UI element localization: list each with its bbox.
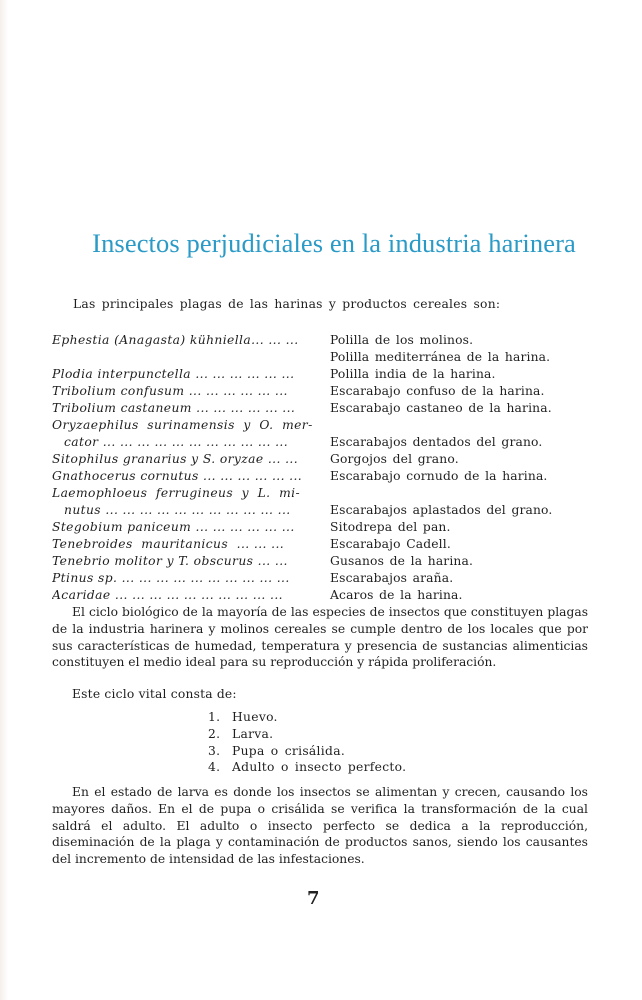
species-latin-name: cator ... ... ... ... ... ... ... ... ... ... ... [64,435,289,449]
stage-number: 1. [208,710,221,724]
species-latin-name: Laemophloeus ferrugineus y L. mi- [52,486,301,500]
species-common-name: Sitodrepa del pan. [330,520,451,534]
stage-label: Huevo. [232,710,278,724]
species-latin-name: Stegobium paniceum ... ... ... ... ... ... [52,520,295,534]
species-row [52,485,612,502]
stage-item [208,709,406,726]
species-common-name: Escarabajo castaneo de la harina. [330,401,552,415]
species-common-name [330,485,610,502]
species-row [52,519,612,536]
stage-item [208,743,406,760]
chapter-title: Insectos perjudiciales en la industria harinera [92,228,576,258]
stage-label: Pupa o crisálida. [232,743,346,758]
species-row [52,587,612,604]
species-row [52,451,612,468]
stage-item [208,759,406,776]
species-row [52,383,612,400]
species-row [52,502,612,519]
species-latin-name: nutus ... ... ... ... ... ... ... ... ... ... ... [64,503,291,517]
species-row [52,553,612,570]
page-edge-shadow [0,0,8,1000]
species-common-name: Polilla de los molinos. [330,333,474,347]
species-common-name: Escarabajo cornudo de la harina. [330,469,548,483]
species-common-name: Acaros de la harina. [330,588,463,602]
stage-number: 4. [208,760,221,775]
species-row [52,417,612,434]
paragraph-larva-stage-text: En el estado de larva es donde los insectos se alimentan y crecen, causando los mayores daños. En el de pupa o crisálida se verifica la transformación de la cual saldrá el adulto. El adulto o insecto perfecto se dedica a la reproducción, diseminación de la plaga y contaminación de productos sanos, siendo los causantes del incremento de intensidad de las infestaciones. [52,785,588,867]
species-table [52,332,612,604]
intro-sentence: Las principales plagas de las harinas y productos cereales son: [73,297,501,311]
species-latin-name: Plodia interpunctella ... ... ... ... ... ... [52,367,295,381]
species-latin-name: Ptinus sp. ... ... ... ... ... ... ... ... ... ... [52,571,290,585]
paragraph-life-cycle-text: El ciclo biológico de la mayoría de las especies de insectos que constituyen plagas de la industria harinera y molinos cereales se cumple dentro de los locales que por sus características de humedad, temperatura y presencia de sustancias alimenticias constituyen el medio ideal para su reproducción y rápida proliferación. [52,605,588,670]
species-row [52,468,612,485]
species-common-name: Gorgojos del grano. [330,452,459,466]
stage-label: Adulto o insecto perfecto. [232,760,407,775]
species-latin-name [52,349,330,366]
species-latin-name: Ephestia (Anagasta) kühniella... ... ... [52,333,299,347]
species-latin-name: Oryzaephilus surinamensis y O. mer- [52,418,313,432]
species-row [52,536,612,553]
species-row [52,570,612,587]
stage-number: 3. [208,743,221,758]
species-latin-name: Sitophilus granarius y S. oryzae ... ... [52,452,299,466]
paragraph-larva-stage [52,784,588,868]
stage-item [208,726,406,743]
species-row [52,366,612,383]
species-row [52,349,612,366]
stage-number: 2. [208,726,221,741]
species-common-name: Escarabajos dentados del grano. [330,435,543,449]
species-common-name: Escarabajo confuso de la harina. [330,384,545,398]
species-latin-name: Tenebrio molitor y T. obscurus ... ... [52,554,288,568]
paragraph-life-cycle [52,604,588,671]
species-row [52,434,612,451]
stages-list [208,709,406,776]
species-latin-name: Acaridae ... ... ... ... ... ... ... ... ... ... [52,588,283,602]
species-common-name: Polilla india de la harina. [330,367,496,381]
species-common-name [330,417,610,434]
stage-label: Larva. [232,726,274,741]
species-latin-name: Tenebroides mauritanicus ... ... ... [52,537,285,551]
species-common-name: Escarabajos aplastados del grano. [330,503,553,517]
species-latin-name: Tribolium confusum ... ... ... ... ... ... [52,384,288,398]
species-latin-name: Tribolium castaneum ... ... ... ... ... ... [52,401,296,415]
species-common-name: Escarabajos araña. [330,571,454,585]
cycle-intro: Este ciclo vital consta de: [72,687,237,701]
species-row [52,400,612,417]
species-common-name: Polilla mediterránea de la harina. [330,350,551,364]
species-latin-name: Gnathocerus cornutus ... ... ... ... ... ... [52,469,303,483]
species-common-name: Gusanos de la harina. [330,554,474,568]
page-number: 7 [307,888,320,909]
species-common-name: Escarabajo Cadell. [330,537,451,551]
species-row [52,332,612,349]
